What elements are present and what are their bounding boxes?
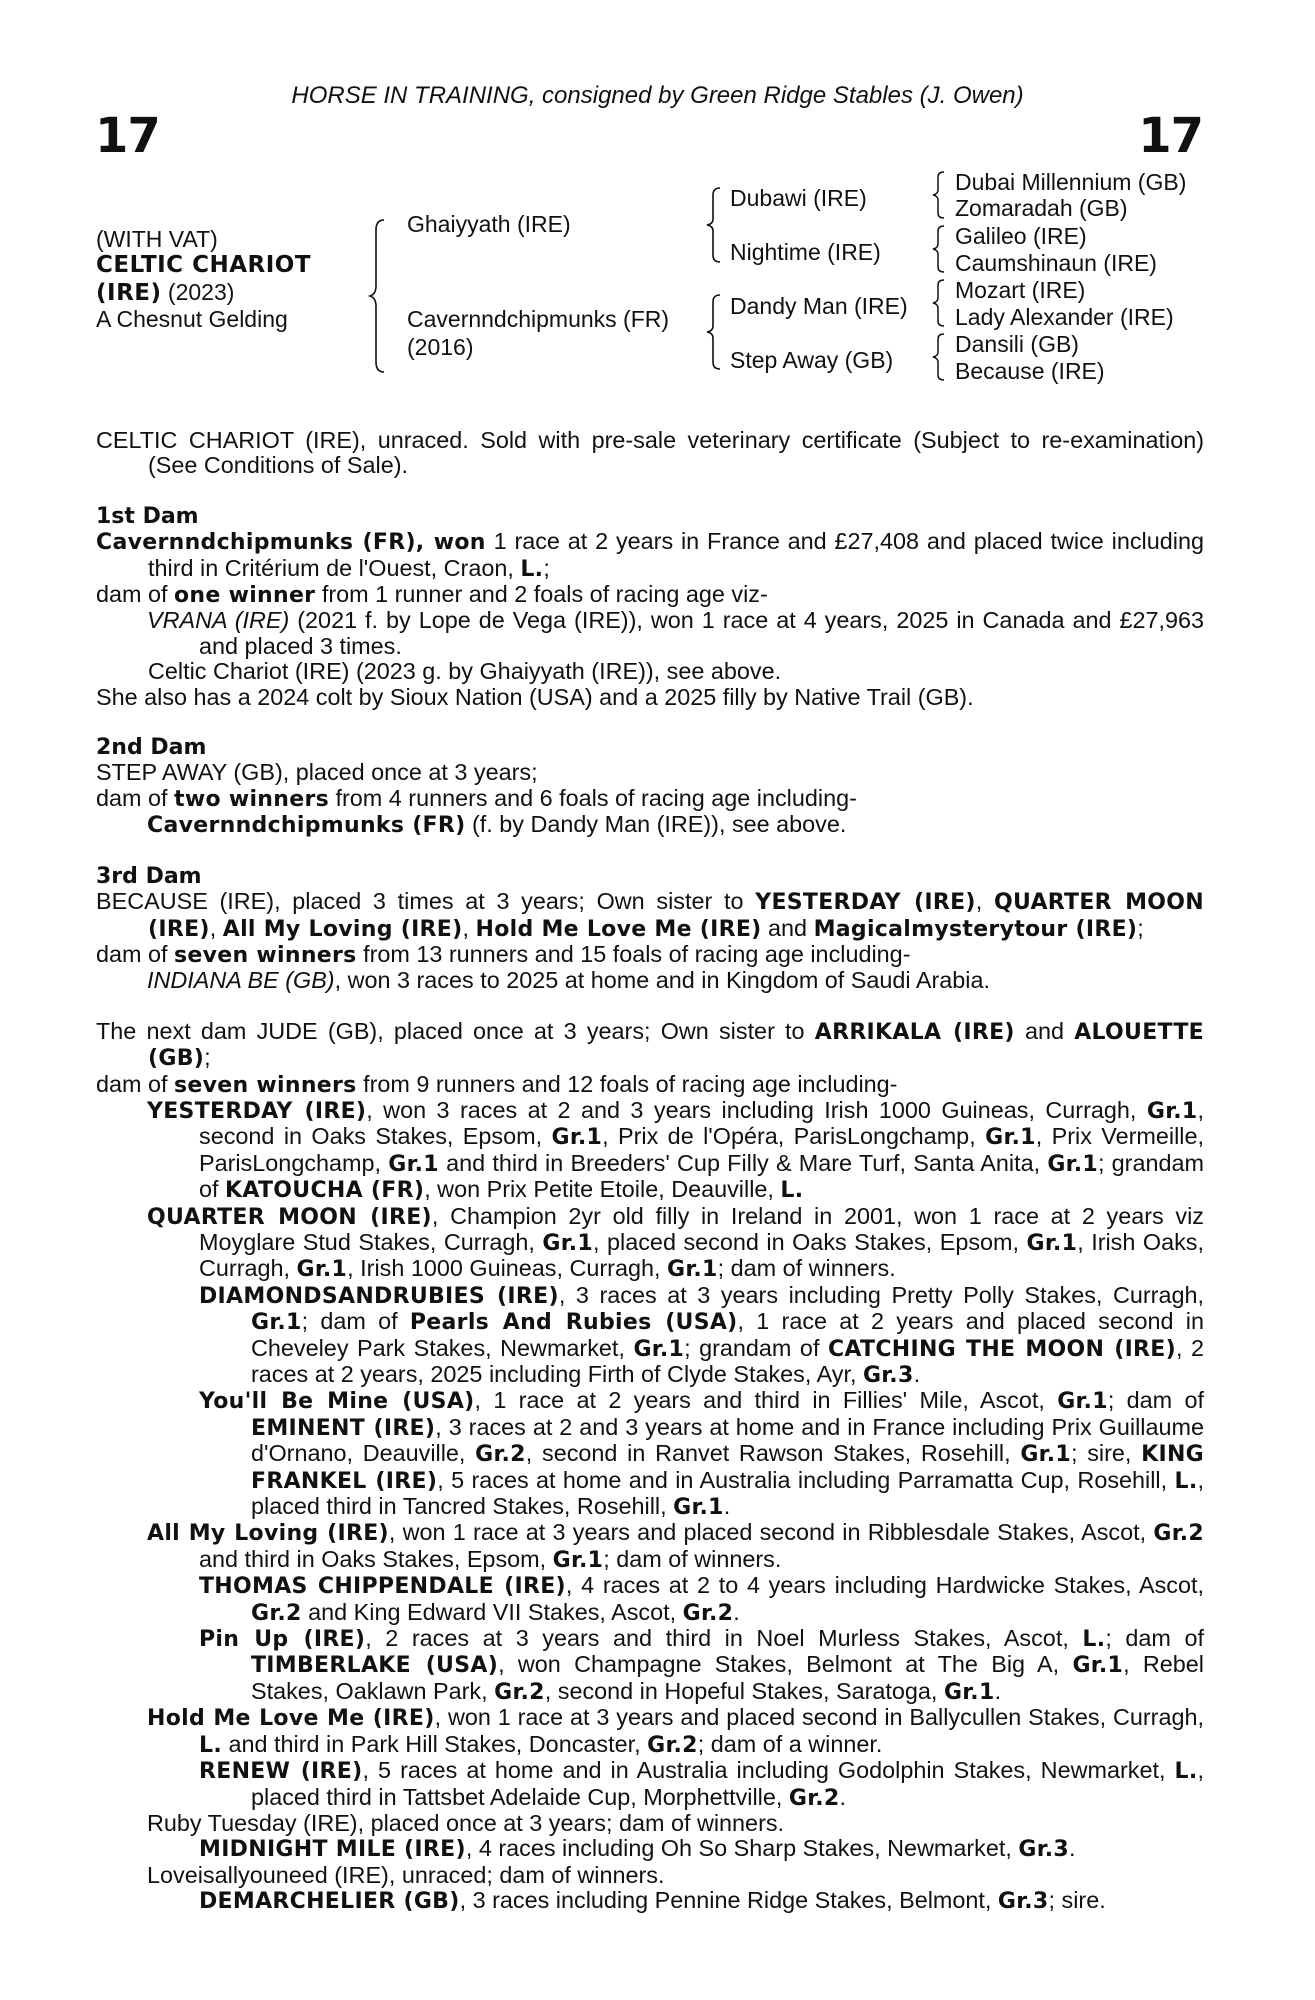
produce-demarchelier: DEMARCHELIER (GB), 3 races including Pennine Ridge Stakes, Belmont, Gr.3; sire. [199,1887,1106,1915]
second-dam-record: STEP AWAY (GB), placed once at 3 years; [96,759,538,786]
horse-description: A Chesnut Gelding [96,306,288,332]
brace-g3-4 [930,331,948,383]
produce-cavernndchipmunks: Cavernndchipmunks (FR) (f. by Dandy Man (IRE)), see above. [147,811,847,839]
dam-year: (2016) [407,334,474,360]
produce-all-my-loving: All My Loving (IRE), won 1 race at 3 years and placed second in Ribblesdale Stakes, Ascot, Gr.2 and third in Oaks Stakes, Epsom, Gr.1; dam of winners. [147,1519,1204,1573]
sale-header: HORSE IN TRAINING, consigned by Green Ridge Stables (J. Owen) [291,82,1024,109]
gen2-dam-dam: Step Away (GB) [730,347,894,373]
third-dam-heading: 3rd Dam [96,863,202,889]
gen3-4: Caumshinaun (IRE) [955,250,1157,276]
gen2-sire-sire: Dubawi (IRE) [730,185,867,211]
produce-renew: RENEW (IRE), 5 races at home and in Australia including Godolphin Stakes, Newmarket, L., placed third in Tattsbet Adelaide Cup, Morphettville, Gr.2. [199,1757,1204,1811]
first-dam-foals: She also has a 2024 colt by Sioux Nation (USA) and a 2025 filly by Native Trail (GB). [96,683,974,710]
gen2-sire-dam: Nightime (IRE) [730,239,881,265]
second-dam-produce: dam of two winners from 4 runners and 6 foals of racing age including- [96,784,857,812]
brace-gen1 [368,216,388,376]
gen3-3: Galileo (IRE) [955,223,1087,249]
produce-yesterday: YESTERDAY (IRE), won 3 races at 2 and 3 years including Irish 1000 Guineas, Curragh, Gr.1, second in Oaks Stakes, Epsom, Gr.1, Prix de l'Opéra, ParisLongchamp, Gr.1, Prix Vermeille, ParisLongchamp, Gr.1 and third in Breeders' Cup Filly & Mare Turf, Santa Anita, Gr.1; grandam of KATOUCHA (FR), won Prix Petite Etoile, Deauville, L. [147,1096,1204,1204]
vat-note: (WITH VAT) [96,226,218,252]
gen2-dam-sire: Dandy Man (IRE) [730,293,908,319]
dam: Cavernndchipmunks (FR) [407,306,670,332]
gen3-2: Zomaradah (GB) [955,195,1128,221]
pedigree-table [0,0,1315,400]
gen3-5: Mozart (IRE) [955,277,1086,303]
lot-number-left: 17 [95,108,160,164]
sire: Ghaiyyath (IRE) [407,211,571,237]
second-dam-heading: 2nd Dam [96,735,207,761]
brace-g3-2 [930,223,948,275]
produce-celtic-chariot: Celtic Chariot (IRE) (2023 g. by Ghaiyyath (IRE)), see above. [148,658,782,685]
produce-diamondsandrubies: DIAMONDSANDRUBIES (IRE), 3 races at 3 years including Pretty Polly Stakes, Curragh, Gr.1; dam of Pearls And Rubies (USA), 1 race at 2 years and placed second in Cheveley Park Stakes, Newmarket, Gr.1; grandam of CATCHING THE MOON (IRE), 2 races at 2 years, 2025 including Firth of Clyde Stakes, Ayr, Gr.3. [199,1281,1205,1388]
gen3-7: Dansili (GB) [955,331,1079,357]
horse-year: (2023) [167,279,235,305]
gen3-8: Because (IRE) [955,358,1105,384]
next-dam-produce: dam of seven winners from 9 runners and 12 foals of racing age including- [96,1070,898,1098]
produce-ruby-tuesday: Ruby Tuesday (IRE), placed once at 3 years; dam of winners. [147,1809,785,1836]
produce-midnight-mile: MIDNIGHT MILE (IRE), 4 races including Oh So Sharp Stakes, Newmarket, Gr.3. [199,1835,1076,1863]
horse-origin-year [96,279,234,306]
first-dam-record: Cavernndchipmunks (FR), won 1 race at 2 years in France and £27,408 and placed twice including third in Critérium de l'Ouest, Craon, L.; [96,528,1204,582]
produce-hold-me-love-me: Hold Me Love Me (IRE), won 1 race at 3 years and placed second in Ballycullen Stakes, Curragh, L. and third in Park Hill Stakes, Doncaster, Gr.2; dam of a winner. [147,1704,1204,1758]
horse-origin: (IRE) [96,280,162,306]
produce-pin-up: Pin Up (IRE), 2 races at 3 years and third in Noel Murless Stakes, Ascot, L.; dam of TIMBERLAKE (USA), won Champagne Stakes, Belmont at The Big A, Gr.1, Rebel Stakes, Oaklawn Park, Gr.2, second in Hopeful Stakes, Saratoga, Gr.1. [199,1625,1205,1705]
catalogue-body [96,428,1204,1915]
produce-loveisallyouneed: Loveisallyouneed (IRE), unraced; dam of winners. [147,1861,665,1888]
intro-paragraph: CELTIC CHARIOT (IRE), unraced. Sold with pre-sale veterinary certificate (Subject to re-examination) (See Conditions of Sale). [96,427,1204,479]
third-dam-record: BECAUSE (IRE), placed 3 times at 3 years; Own sister to YESTERDAY (IRE), QUARTER MOON (IRE), All My Loving (IRE), Hold Me Love Me (IRE) and Magicalmysterytour (IRE); [96,888,1204,942]
gen3-1: Dubai Millennium (GB) [955,169,1187,195]
next-dam-record: The next dam JUDE (GB), placed once at 3 years; Own sister to ARRIKALA (IRE) and ALOUETTE (GB); [96,1017,1204,1072]
produce-thomas-chippendale: THOMAS CHIPPENDALE (IRE), 4 races at 2 to 4 years including Hardwicke Stakes, Ascot, Gr.2 and King Edward VII Stakes, Ascot, Gr.2. [199,1572,1204,1626]
produce-vrana: VRANA (IRE) (2021 f. by Lope de Vega (IRE)), won 1 race at 4 years, 2025 in Canada and £27,963 and placed 3 times. [147,607,1205,659]
produce-quarter-moon: QUARTER MOON (IRE), Champion 2yr old filly in Ireland in 2001, won 1 race at 2 years viz Moyglare Stud Stakes, Curragh, Gr.1, placed second in Oaks Stakes, Epsom, Gr.1, Irish Oaks, Curragh, Gr.1, Irish 1000 Guineas, Curragh, Gr.1; dam of winners. [147,1202,1204,1283]
lot-number-right: 17 [1138,108,1203,164]
produce-indiana-be: INDIANA BE (GB), won 3 races to 2025 at home and in Kingdom of Saudi Arabia. [147,967,990,994]
produce-youll-be-mine: You'll Be Mine (USA), 1 race at 2 years and third in Fillies' Mile, Ascot, Gr.1; dam of EMINENT (IRE), 3 races at 2 and 3 years at home and in France including Prix Guillaume d'Ornano, Deauville, Gr.2, second in Ranvet Rawson Stakes, Rosehill, Gr.1; sire, KING FRANKEL (IRE), 5 races at home and in Australia including Parramatta Cup, Rosehill, L., placed third in Tancred Stakes, Rosehill, Gr.1. [199,1387,1205,1521]
gen3-6: Lady Alexander (IRE) [955,304,1174,330]
brace-dam [704,292,724,372]
third-dam-produce: dam of seven winners from 13 runners and 15 foals of racing age including- [96,940,911,968]
horse-name: CELTIC CHARIOT [96,252,312,278]
brace-g3-1 [930,169,948,221]
first-dam-heading: 1st Dam [96,503,199,529]
first-dam-produce: dam of one winner from 1 runner and 2 foals of racing age viz- [96,581,768,609]
brace-sire [704,185,724,265]
brace-g3-3 [930,277,948,329]
